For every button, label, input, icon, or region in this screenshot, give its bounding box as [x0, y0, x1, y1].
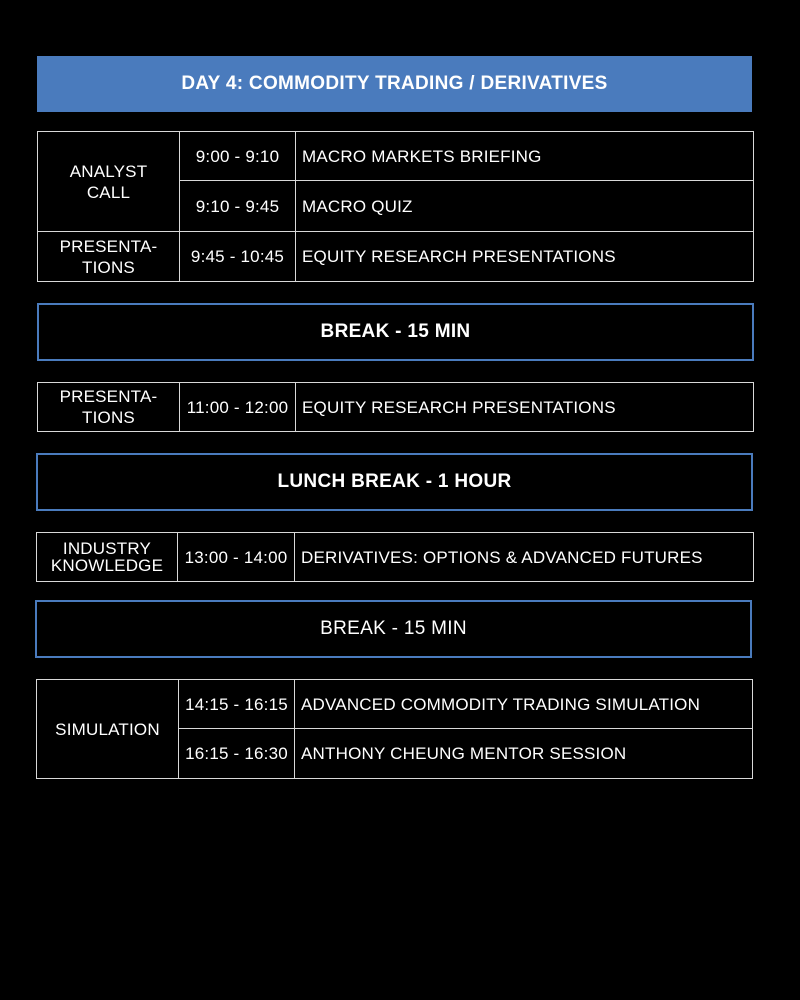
activity-cell: DERIVATIVES: OPTIONS & ADVANCED FUTURES: [295, 533, 754, 582]
category-cell: INDUSTRY KNOWLEDGE: [37, 533, 178, 582]
time-cell: 11:00 - 12:00: [180, 383, 296, 432]
schedule-table-morning: [37, 131, 754, 282]
table-row: [37, 680, 753, 729]
table-row: [37, 533, 754, 582]
category-cell: PRESENTA- TIONS: [38, 232, 180, 282]
schedule-table-late-morning: [37, 382, 754, 432]
day-title: DAY 4: COMMODITY TRADING / DERIVATIVES: [181, 73, 608, 94]
category-cell: SIMULATION: [37, 680, 179, 779]
category-cell: PRESENTA- TIONS: [38, 383, 180, 432]
day-header: [37, 56, 752, 112]
activity-cell: MACRO QUIZ: [296, 181, 754, 232]
time-cell: 9:10 - 9:45: [180, 181, 296, 232]
table-row: [38, 383, 754, 432]
activity-cell: MACRO MARKETS BRIEFING: [296, 132, 754, 181]
break-banner: [37, 303, 754, 361]
break-banner: [35, 600, 752, 658]
schedule-table-simulation: [36, 679, 753, 779]
table-row: [38, 132, 754, 181]
time-cell: 16:15 - 16:30: [179, 729, 295, 779]
time-cell: 14:15 - 16:15: [179, 680, 295, 729]
activity-cell: EQUITY RESEARCH PRESENTATIONS: [296, 383, 754, 432]
table-row: [38, 232, 754, 282]
break-label: BREAK - 15 MIN: [320, 321, 471, 342]
activity-cell: ADVANCED COMMODITY TRADING SIMULATION: [295, 680, 753, 729]
time-cell: 9:00 - 9:10: [180, 132, 296, 181]
category-cell: ANALYST CALL: [38, 132, 180, 232]
time-cell: 9:45 - 10:45: [180, 232, 296, 282]
break-label: BREAK - 15 MIN: [320, 618, 467, 639]
time-cell: 13:00 - 14:00: [178, 533, 295, 582]
activity-cell: EQUITY RESEARCH PRESENTATIONS: [296, 232, 754, 282]
lunch-break-banner: [36, 453, 753, 511]
lunch-break-label: LUNCH BREAK - 1 HOUR: [277, 471, 512, 492]
activity-cell: ANTHONY CHEUNG MENTOR SESSION: [295, 729, 753, 779]
schedule-table-afternoon: [36, 532, 754, 582]
